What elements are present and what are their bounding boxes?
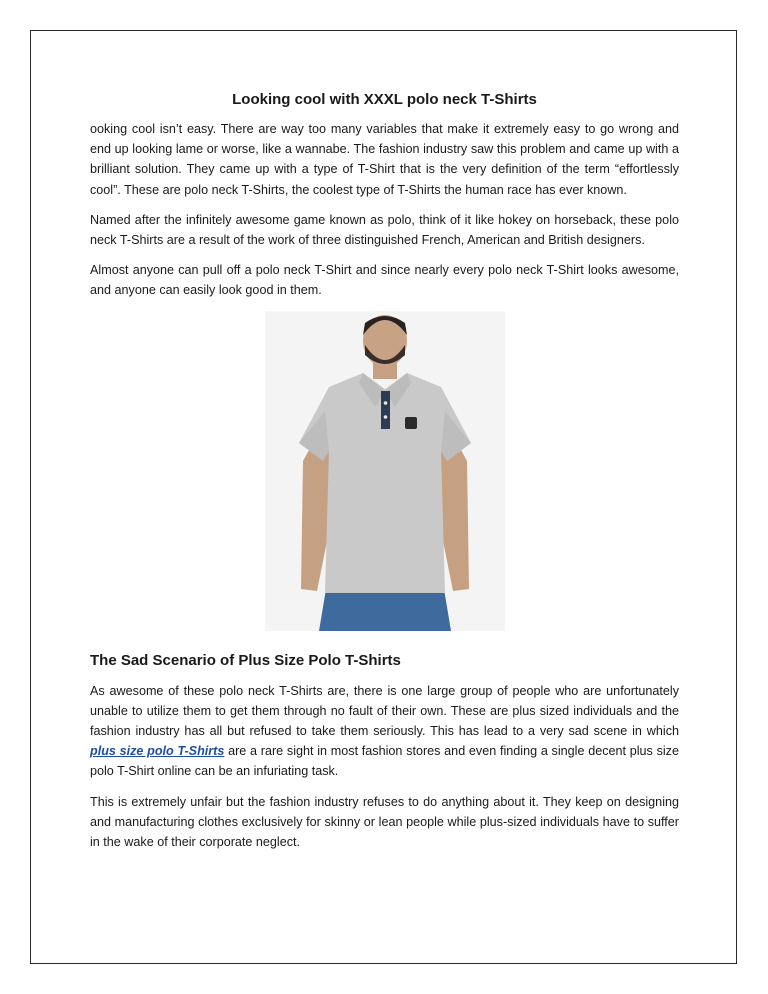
polo-shirt-model-photo xyxy=(265,311,505,631)
paragraph-plus-size-start: As awesome of these polo neck T-Shirts are, there is one large group of people who are unfortunately unable to utilize them to get them through no fault of their own. These are plus sized individuals and the fashion industry has all but refused to take them seriously. This has lead to a very sad scene in which xyxy=(90,683,679,739)
document-title: Looking cool with XXXL polo neck T-Shirts xyxy=(232,91,537,108)
paragraph-anyone: Almost anyone can pull off a polo neck T-Shirt and since nearly every polo neck T-Shirt looks awesome, and anyone can easily look good in them. xyxy=(90,263,679,298)
paragraph-origin: Named after the infinitely awesome game known as polo, think of it like hokey on horseback, these polo neck T-Shirts are a result of the work of three distinguished French, American and British designers. xyxy=(90,212,679,248)
paragraph-plus-size xyxy=(90,681,679,782)
plus-size-polo-link[interactable]: plus size polo T-Shirts xyxy=(90,744,225,759)
paragraph-intro: ooking cool isn’t easy. There are way too many variables that make it extremely easy to go wrong and end up looking lame or worse, like a wannabe. The fashion industry saw this problem and came up with a brilliant solution. They came up with a type of T-Shirt that is the very definition of the term “effortlessly cool”. These are polo neck T-Shirts, the coolest type of T-Shirts the human race has ever known. xyxy=(90,122,679,197)
paragraph-unfair: This is extremely unfair but the fashion industry refuses to do anything about it. They keep on designing and manufacturing clothes exclusively for skinny or lean people while plus-sized individuals have to suffer in the wake of their corporate neglect. xyxy=(90,794,679,850)
document-body xyxy=(90,90,679,862)
model-illustration xyxy=(265,311,505,631)
section-heading-sad-scenario: The Sad Scenario of Plus Size Polo T-Shirts xyxy=(90,651,401,669)
paragraph-plus-size-end: are a rare sight in most fashion stores and even finding a single decent plus size polo T-Shirt online can be an infuriating task. xyxy=(90,744,679,779)
